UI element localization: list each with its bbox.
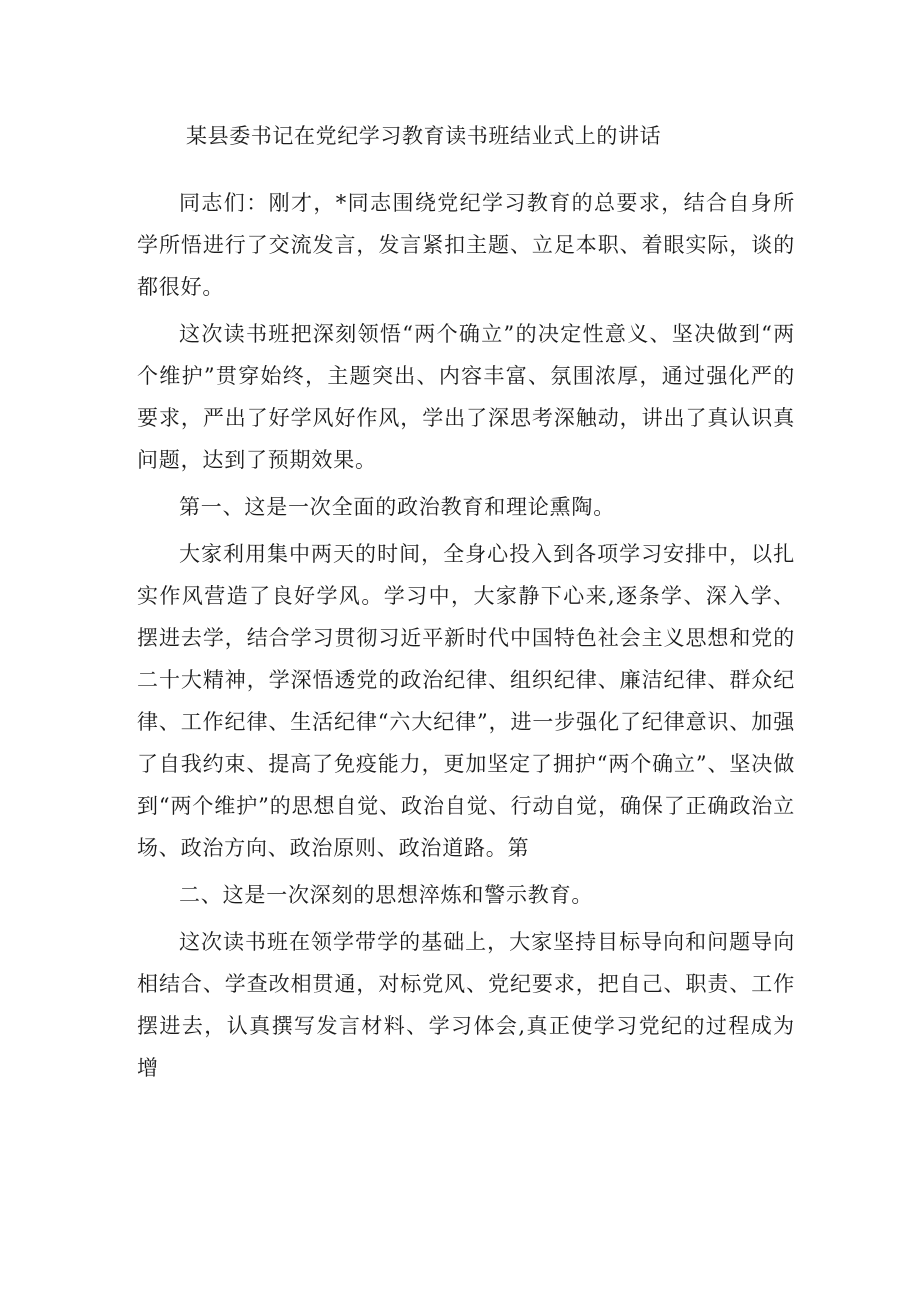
document-body: [137, 182, 795, 1094]
paragraph-point-one-body: 大家利用集中两天的时间，全身心投入到各项学习安排中，以扎实作风营造了良好学风。学习中，大家静下心来,逐条学、深入学、摆进去学，结合学习贯彻习近平新时代中国特色社会主义思想和党的二十大精神，学深悟透党的政治纪律、组织纪律、廉洁纪律、群众纪律、工作纪律、生活纪律“六大纪律”，进一步强化了纪律意识、加强了自我约束、提高了免疫能力，更加坚定了拥护“两个确立”、坚决做到“两个维护”的思想自觉、政治自觉、行动自觉，确保了正确政治立场、政治方向、政治原则、政治道路。第: [137, 542, 795, 860]
paragraph-greeting: 同志们：刚才，*同志围绕党纪学习教育的总要求，结合自身所学所悟进行了交流发言，发言紧扣主题、立足本职、着眼实际，谈的都很好。: [137, 191, 795, 299]
paragraph-overview: 这次读书班把深刻领悟“两个确立”的决定性意义、坚决做到“两个维护”贯穿始终，主题突出、内容丰富、氛围浓厚，通过强化严的要求，严出了好学风好作风，学出了深思考深触动，讲出了真认识真问题，达到了预期效果。: [137, 322, 795, 472]
paragraph-point-two-body: 这次读书班在领学带学的基础上，大家坚持目标导向和问题导向相结合、学查改相贯通，对标党风、党纪要求，把自己、职责、工作摆进去，认真撰写发言材料、学习体会,真正使学习党纪的过程成为增: [137, 930, 795, 1080]
paragraph-point-two-heading: 二、这是一次深刻的思想淬炼和警示教育。: [179, 883, 594, 907]
paragraph-point-one-heading: 第一、这是一次全面的政治教育和理论熏陶。: [179, 495, 615, 519]
document-title: 某县委书记在党纪学习教育读书班结业式上的讲话: [186, 124, 662, 148]
